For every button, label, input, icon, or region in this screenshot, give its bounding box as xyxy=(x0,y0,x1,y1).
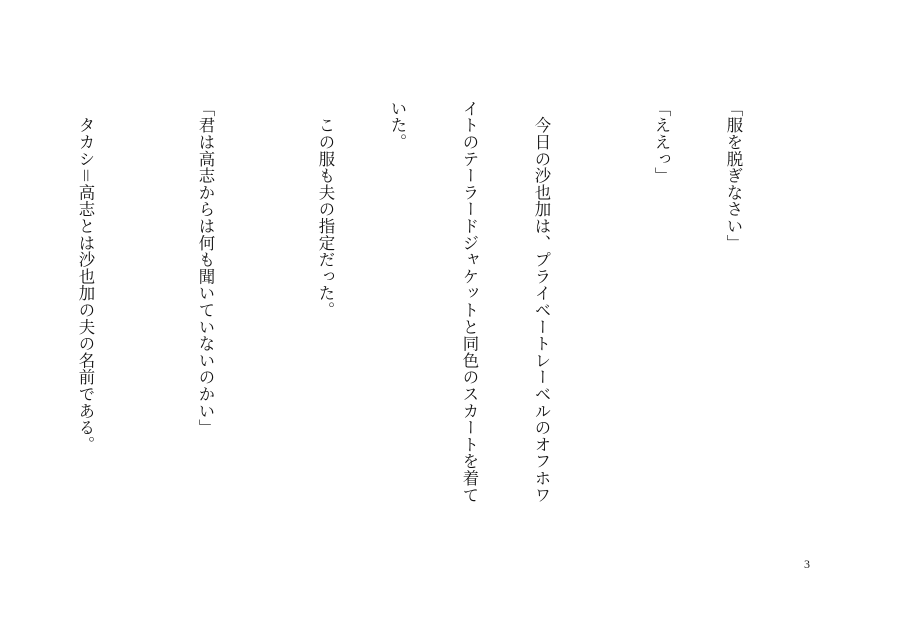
text-line: いた。 xyxy=(388,100,407,151)
page-number: 3 xyxy=(804,557,810,571)
text-line: この服も夫の指定だった。 xyxy=(316,100,335,319)
text-line: タカシ＝高志とは沙也加の夫の名前である。 xyxy=(76,100,95,453)
text-line: 「ええっ」 xyxy=(652,100,671,184)
vertical-text-body xyxy=(0,100,793,560)
text-line: 今日の沙也加は、プライベートレーベルのオフホワ xyxy=(532,100,551,504)
text-line: 「君は高志からは何も聞いていないのかい」 xyxy=(196,100,215,436)
text-line: 「服を脱ぎなさい」 xyxy=(724,100,743,252)
text-line: イトのテーラードジャケットと同色のスカートを着て xyxy=(460,100,479,504)
